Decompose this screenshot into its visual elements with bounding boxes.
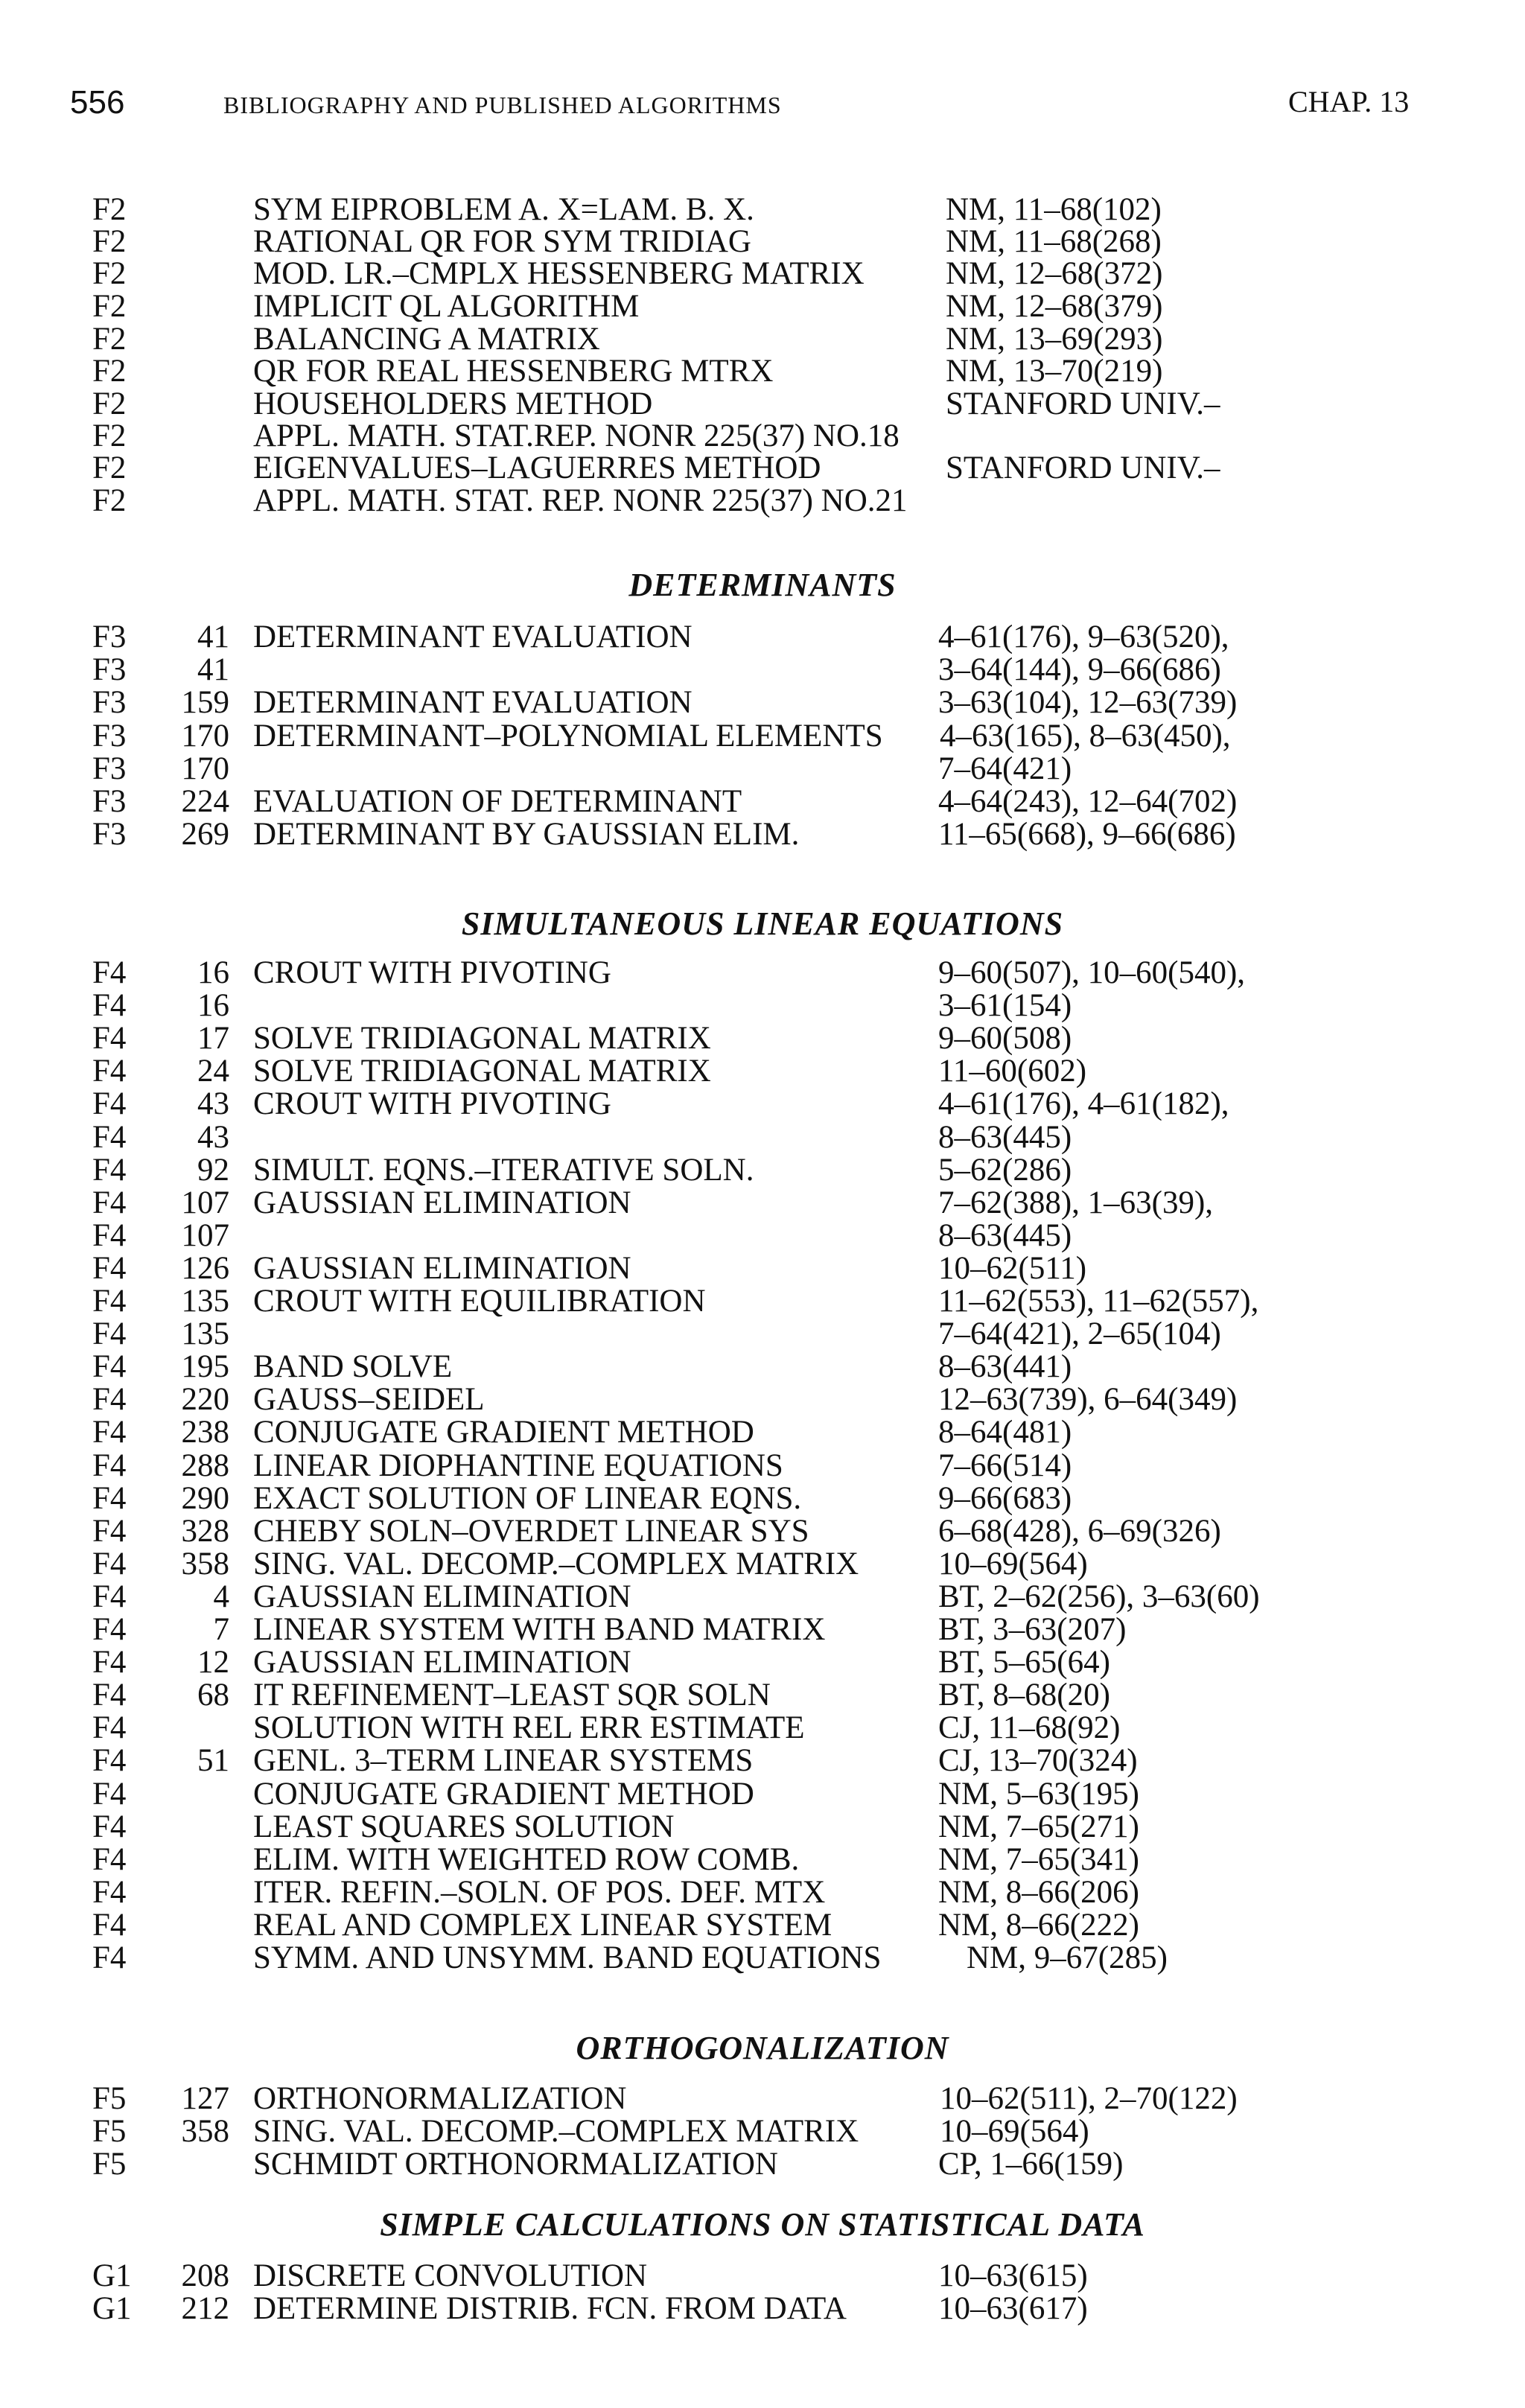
algorithm-title: BAND SOLVE [253, 1349, 453, 1384]
classification-code: F5 [92, 2114, 127, 2149]
publication-reference: 10–62(511), 2–70(122) [940, 2081, 1238, 2116]
algorithm-number: 126 [181, 1251, 229, 1286]
publication-reference: NM, 11–68(268) [946, 224, 1162, 259]
algorithm-title: SOLVE TRIDIAGONAL MATRIX [253, 1054, 711, 1089]
section-heading: ORTHOGONALIZATION [576, 2030, 949, 2066]
classification-code: F4 [92, 1842, 127, 1877]
classification-code: F4 [92, 955, 127, 990]
algorithm-title: GAUSSIAN ELIMINATION [253, 1579, 631, 1614]
table-row [0, 2080, 1525, 2116]
algorithm-number: 170 [181, 751, 229, 786]
algorithm-number: 290 [181, 1481, 229, 1516]
classification-code: F2 [92, 224, 127, 259]
publication-reference: 10–62(511) [938, 1251, 1087, 1286]
publication-reference: STANFORD UNIV.– [946, 450, 1220, 485]
table-row [0, 1119, 1525, 1155]
table-row [0, 1020, 1525, 1056]
table-row [0, 2290, 1525, 2326]
table-row [0, 1348, 1525, 1384]
classification-code: F2 [92, 322, 127, 357]
algorithm-number: 358 [181, 1547, 229, 1582]
classification-code: F2 [92, 354, 127, 389]
algorithm-number: 41 [197, 619, 229, 654]
classification-code: G1 [92, 2291, 132, 2326]
publication-reference: 4–63(165), 8–63(450), [940, 719, 1231, 754]
running-header [0, 0, 1525, 149]
algorithm-number: 135 [181, 1316, 229, 1351]
algorithm-title: EXACT SOLUTION OF LINEAR EQNS. [253, 1481, 802, 1516]
table-row [0, 1217, 1525, 1253]
algorithm-title: ELIM. WITH WEIGHTED ROW COMB. [253, 1842, 800, 1877]
classification-code: F4 [92, 1514, 127, 1549]
classification-code: F4 [92, 1612, 127, 1647]
publication-reference: CP, 1–66(159) [938, 2147, 1124, 2182]
table-row [0, 619, 1525, 652]
publication-reference: 8–63(445) [938, 1120, 1072, 1155]
table-row [0, 2113, 1525, 2149]
classification-code: F4 [92, 1777, 127, 1812]
publication-reference: 3–63(104), 12–63(739) [938, 685, 1238, 720]
classification-code: F4 [92, 1940, 127, 1975]
algorithm-title: DISCRETE CONVOLUTION [253, 2258, 648, 2293]
algorithm-title: SCHMIDT ORTHONORMALIZATION [253, 2147, 778, 2182]
table-row [0, 1053, 1525, 1089]
algorithm-title: ITER. REFIN.–SOLN. OF POS. DEF. MTX [253, 1875, 826, 1910]
table-row [0, 386, 1525, 421]
table-row [0, 1940, 1525, 1975]
algorithm-title: SYM EIPROBLEM A. X=LAM. B. X. [253, 192, 754, 227]
algorithm-number: 4 [213, 1579, 229, 1614]
classification-code: F2 [92, 289, 127, 324]
table-row [0, 1611, 1525, 1647]
classification-code: F4 [92, 1448, 127, 1483]
classification-code: F4 [92, 1120, 127, 1155]
publication-reference: 10–63(617) [938, 2291, 1088, 2326]
table-row [0, 1152, 1525, 1188]
publication-reference: NM, 5–63(195) [938, 1777, 1139, 1812]
classification-code: F4 [92, 1809, 127, 1844]
publication-reference: NM, 9–67(285) [967, 1940, 1168, 1975]
algorithm-title: CONJUGATE GRADIENT METHOD [253, 1415, 754, 1450]
classification-code: F4 [92, 1054, 127, 1089]
publication-reference: 5–62(286) [938, 1153, 1072, 1188]
table-row [0, 288, 1525, 324]
publication-reference: NM, 7–65(341) [938, 1842, 1139, 1877]
publication-reference: 9–60(508) [938, 1021, 1072, 1056]
algorithm-number: 16 [197, 988, 229, 1023]
publication-reference: 3–61(154) [938, 988, 1072, 1023]
table-row [0, 2258, 1525, 2293]
table-row [0, 353, 1525, 389]
classification-code: F4 [92, 1349, 127, 1384]
algorithm-number: 43 [197, 1086, 229, 1121]
classification-code: F4 [92, 1481, 127, 1516]
publication-reference: NM, 8–66(206) [938, 1875, 1139, 1910]
publication-reference: BT, 2–62(256), 3–63(60) [938, 1579, 1260, 1614]
classification-code: F3 [92, 751, 127, 786]
table-row [0, 1250, 1525, 1286]
table-row [0, 1841, 1525, 1877]
publication-reference: NM, 13–70(219) [946, 354, 1163, 389]
algorithm-title: IMPLICIT QL ALGORITHM [253, 289, 640, 324]
table-row [0, 1316, 1525, 1351]
publication-reference: 4–64(243), 12–64(702) [938, 784, 1238, 819]
publication-reference: 7–64(421), 2–65(104) [938, 1316, 1221, 1351]
classification-code: F4 [92, 1743, 127, 1778]
section-heading: SIMULTANEOUS LINEAR EQUATIONS [461, 905, 1064, 942]
table-row [0, 1874, 1525, 1910]
table-row [0, 1742, 1525, 1778]
classification-code: F4 [92, 1153, 127, 1188]
publication-reference: NM, 8–66(222) [938, 1908, 1139, 1943]
classification-code: F4 [92, 1021, 127, 1056]
algorithm-title: SOLVE TRIDIAGONAL MATRIX [253, 1021, 711, 1056]
algorithm-title: SYMM. AND UNSYMM. BAND EQUATIONS [253, 1940, 882, 1975]
classification-code: F4 [92, 1710, 127, 1745]
algorithm-number: 135 [181, 1284, 229, 1319]
algorithm-title: CHEBY SOLN–OVERDET LINEAR SYS [253, 1514, 809, 1549]
algorithm-number: 7 [213, 1612, 229, 1647]
classification-code: G1 [92, 2258, 132, 2293]
publication-reference: 7–62(388), 1–63(39), [938, 1185, 1214, 1220]
algorithm-title: DETERMINANT EVALUATION [253, 619, 693, 654]
publication-reference: NM, 12–68(372) [946, 256, 1163, 291]
classification-code: F4 [92, 1086, 127, 1121]
algorithm-number: 92 [197, 1153, 229, 1188]
algorithm-number: 328 [181, 1514, 229, 1549]
classification-code: F3 [92, 719, 127, 754]
classification-code: F4 [92, 1251, 127, 1286]
classification-code: F4 [92, 988, 127, 1023]
algorithm-number: 12 [197, 1645, 229, 1680]
algorithm-title: CROUT WITH PIVOTING [253, 955, 611, 990]
classification-code: F4 [92, 1415, 127, 1450]
publication-reference: 12–63(739), 6–64(349) [938, 1382, 1238, 1417]
page-number: 556 [70, 84, 125, 121]
table-row [0, 1644, 1525, 1680]
algorithm-number: 16 [197, 955, 229, 990]
table-row [0, 418, 1525, 453]
algorithm-number: 208 [181, 2258, 229, 2293]
table-row [0, 1283, 1525, 1319]
table-row [0, 1809, 1525, 1844]
classification-code: F4 [92, 1218, 127, 1253]
publication-reference: 11–62(553), 11–62(557), [938, 1284, 1259, 1319]
algorithm-number: 68 [197, 1678, 229, 1713]
publication-reference: CJ, 11–68(92) [938, 1710, 1121, 1745]
algorithm-title: GAUSSIAN ELIMINATION [253, 1645, 631, 1680]
classification-code: F2 [92, 418, 127, 453]
classification-code: F3 [92, 817, 127, 852]
algorithm-title: DETERMINANT BY GAUSSIAN ELIM. [253, 817, 800, 852]
publication-reference: 8–64(481) [938, 1415, 1072, 1450]
table-row [0, 1086, 1525, 1121]
table-row [0, 1480, 1525, 1516]
algorithm-title: SIMULT. EQNS.–ITERATIVE SOLN. [253, 1153, 754, 1188]
publication-reference: NM, 11–68(102) [946, 192, 1162, 227]
classification-code: F4 [92, 1547, 127, 1582]
publication-reference: 3–64(144), 9–66(686) [938, 652, 1221, 687]
classification-code: F3 [92, 685, 127, 720]
table-row [0, 1185, 1525, 1220]
table-row [0, 1907, 1525, 1943]
algorithm-title: LEAST SQUARES SOLUTION [253, 1809, 675, 1844]
table-row [0, 255, 1525, 291]
table-row [0, 1447, 1525, 1483]
algorithm-number: 288 [181, 1448, 229, 1483]
algorithm-number: 17 [197, 1021, 229, 1056]
classification-code: F3 [92, 652, 127, 687]
algorithm-title: CROUT WITH EQUILIBRATION [253, 1284, 706, 1319]
section-heading: SIMPLE CALCULATIONS ON STATISTICAL DATA [380, 2206, 1145, 2243]
algorithm-number: 224 [181, 784, 229, 819]
algorithm-title: DETERMINANT EVALUATION [253, 685, 693, 720]
table-row [0, 652, 1525, 687]
algorithm-title: SING. VAL. DECOMP.–COMPLEX MATRIX [253, 2114, 859, 2149]
algorithm-title: GAUSSIAN ELIMINATION [253, 1251, 631, 1286]
algorithm-number: 107 [181, 1185, 229, 1220]
classification-code: F4 [92, 1678, 127, 1713]
classification-code: F2 [92, 483, 127, 518]
table-row [0, 1677, 1525, 1713]
algorithm-title: BALANCING A MATRIX [253, 322, 600, 357]
table-row [0, 1710, 1525, 1745]
table-row [0, 450, 1525, 485]
algorithm-title: CONJUGATE GRADIENT METHOD [253, 1777, 754, 1812]
classification-code: F5 [92, 2147, 127, 2182]
table-row [0, 684, 1525, 720]
publication-reference: 11–60(602) [938, 1054, 1087, 1089]
publication-reference: 7–66(514) [938, 1448, 1072, 1483]
algorithm-title: QR FOR REAL HESSENBERG MTRX [253, 354, 774, 389]
running-title: BIBLIOGRAPHY AND PUBLISHED ALGORITHMS [223, 92, 782, 118]
classification-code: F4 [92, 1579, 127, 1614]
classification-code: F4 [92, 1645, 127, 1680]
classification-code: F2 [92, 192, 127, 227]
algorithm-title: APPL. MATH. STAT.REP. NONR 225(37) NO.18 [253, 418, 900, 453]
classification-code: F2 [92, 256, 127, 291]
chapter-label: CHAP. 13 [1288, 85, 1410, 118]
algorithm-title: REAL AND COMPLEX LINEAR SYSTEM [253, 1908, 832, 1943]
algorithm-number: 51 [197, 1743, 229, 1778]
algorithm-title: HOUSEHOLDERS METHOD [253, 386, 653, 421]
publication-reference: 9–60(507), 10–60(540), [938, 955, 1246, 990]
classification-code: F4 [92, 1875, 127, 1910]
algorithm-title: EIGENVALUES–LAGUERRES METHOD [253, 450, 821, 485]
table-row [0, 321, 1525, 357]
table-row [0, 223, 1525, 259]
algorithm-title: SING. VAL. DECOMP.–COMPLEX MATRIX [253, 1547, 859, 1582]
publication-reference: BT, 5–65(64) [938, 1645, 1110, 1680]
publication-reference: 8–63(441) [938, 1349, 1072, 1384]
algorithm-number: 43 [197, 1120, 229, 1155]
algorithm-number: 127 [181, 2081, 229, 2116]
algorithm-number: 195 [181, 1349, 229, 1384]
classification-code: F4 [92, 1185, 127, 1220]
algorithm-number: 238 [181, 1415, 229, 1450]
table-row [0, 751, 1525, 786]
publication-reference: NM, 7–65(271) [938, 1809, 1139, 1844]
algorithm-number: 220 [181, 1382, 229, 1417]
table-row [0, 987, 1525, 1023]
classification-code: F5 [92, 2081, 127, 2116]
publication-reference: STANFORD UNIV.– [946, 386, 1220, 421]
table-row [0, 1546, 1525, 1582]
table-row [0, 1381, 1525, 1417]
classification-code: F3 [92, 619, 127, 654]
classification-code: F2 [92, 450, 127, 485]
publication-reference: BT, 8–68(20) [938, 1678, 1110, 1713]
algorithm-title: APPL. MATH. STAT. REP. NONR 225(37) NO.21 [253, 483, 908, 518]
classification-code: F2 [92, 386, 127, 421]
algorithm-title: GENL. 3–TERM LINEAR SYSTEMS [253, 1743, 754, 1778]
table-row [0, 955, 1525, 990]
algorithm-title: SOLUTION WITH REL ERR ESTIMATE [253, 1710, 805, 1745]
table-row [0, 2146, 1525, 2182]
algorithm-title: LINEAR SYSTEM WITH BAND MATRIX [253, 1612, 826, 1647]
algorithm-number: 269 [181, 817, 229, 852]
publication-reference: NM, 13–69(293) [946, 322, 1163, 357]
algorithm-number: 41 [197, 652, 229, 687]
algorithm-number: 212 [181, 2291, 229, 2326]
algorithm-title: EVALUATION OF DETERMINANT [253, 784, 742, 819]
publication-reference: 6–68(428), 6–69(326) [938, 1514, 1221, 1549]
table-row [0, 718, 1525, 754]
algorithm-title: GAUSSIAN ELIMINATION [253, 1185, 631, 1220]
publication-reference: NM, 12–68(379) [946, 289, 1163, 324]
publication-reference: 7–64(421) [938, 751, 1072, 786]
classification-code: F3 [92, 784, 127, 819]
algorithm-title: RATIONAL QR FOR SYM TRIDIAG [253, 224, 751, 259]
table-row [0, 1513, 1525, 1549]
table-row [0, 482, 1525, 518]
classification-code: F4 [92, 1316, 127, 1351]
publication-reference: 9–66(683) [938, 1481, 1072, 1516]
algorithm-title: DETERMINANT–POLYNOMIAL ELEMENTS [253, 719, 883, 754]
publication-reference: 11–65(668), 9–66(686) [938, 817, 1236, 852]
algorithm-title: ORTHONORMALIZATION [253, 2081, 627, 2116]
publication-reference: 10–69(564) [938, 1547, 1088, 1582]
algorithm-title: GAUSS–SEIDEL [253, 1382, 485, 1417]
publication-reference: 4–61(176), 9–63(520), [938, 619, 1229, 654]
table-row [0, 191, 1525, 227]
classification-code: F4 [92, 1908, 127, 1943]
classification-code: F4 [92, 1284, 127, 1319]
algorithm-number: 107 [181, 1218, 229, 1253]
publication-reference: 4–61(176), 4–61(182), [938, 1086, 1229, 1121]
table-row [0, 1579, 1525, 1614]
algorithm-title: DETERMINE DISTRIB. FCN. FROM DATA [253, 2291, 847, 2326]
algorithm-title: LINEAR DIOPHANTINE EQUATIONS [253, 1448, 783, 1483]
publication-reference: CJ, 13–70(324) [938, 1743, 1138, 1778]
section-heading: DETERMINANTS [628, 567, 897, 603]
publication-reference: 10–69(564) [940, 2114, 1089, 2149]
algorithm-number: 159 [181, 685, 229, 720]
publication-reference: 8–63(445) [938, 1218, 1072, 1253]
algorithm-number: 24 [197, 1054, 229, 1089]
publication-reference: 10–63(615) [938, 2258, 1088, 2293]
algorithm-title: IT REFINEMENT–LEAST SQR SOLN [253, 1678, 771, 1713]
classification-code: F4 [92, 1382, 127, 1417]
publication-reference: BT, 3–63(207) [938, 1612, 1127, 1647]
algorithm-title: MOD. LR.–CMPLX HESSENBERG MATRIX [253, 256, 865, 291]
algorithm-title: CROUT WITH PIVOTING [253, 1086, 611, 1121]
table-row [0, 1776, 1525, 1812]
table-row [0, 783, 1525, 819]
table-row [0, 1414, 1525, 1450]
table-row [0, 816, 1525, 852]
algorithm-number: 358 [181, 2114, 229, 2149]
algorithm-number: 170 [181, 719, 229, 754]
